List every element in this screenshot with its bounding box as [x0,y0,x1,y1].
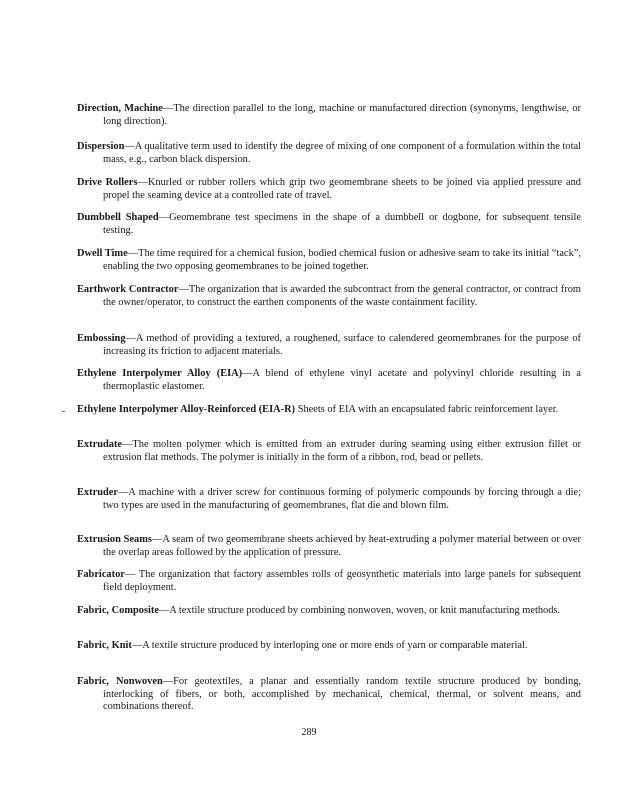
entry-term: Dumbbell Shaped [77,212,159,223]
entry-definition: —A method of providing a textured, a roughened, surface to calendered geomembranes for the purpose of increasing its friction to adjacent materials. [103,333,581,357]
entry-term: Ethylene Interpolymer Alloy-Reinforced (EIA-R) [77,404,296,415]
entry-term: Extrudate [77,439,123,450]
glossary-entry [77,676,581,714]
entry-term: Fabric, Nonwoven [77,676,163,687]
glossary-entry [77,103,581,128]
entry-definition: —A machine with a driver screw for continuous forming of polymeric compounds by forcing through a die; two types are used in the manufacturing of geomembranes, flat die and blown film. [103,487,581,511]
glossary-entry [77,439,581,464]
entry-term: Ethylene Interpolymer Alloy (EIA) [77,368,243,379]
glossary-entry [77,605,581,618]
glossary-entry [77,248,581,273]
entry-term: Extrusion Seams [77,534,152,545]
entry-definition: —For geotextiles, a planar and essentially random textile structure produced by bonding, interlocking of fibers, or both, accomplished by mechanical, chemical, thermal, or solvent means, and combinations thereof. [103,676,582,713]
entry-term: Extruder [77,487,118,498]
glossary-entry [77,141,581,166]
entry-definition: —A qualitative term used to identify the degree of mixing of one component of a formulation within the total mass, e.g., carbon black dispersion. [103,141,581,165]
entry-term: Direction, Machine [77,103,163,114]
glossary-entry [77,487,581,512]
glossary-entry [77,404,581,417]
entry-term: Embossing [77,333,126,344]
entry-definition: —A blend of ethylene vinyl acetate and polyvinyl chloride resulting in a thermoplastic elastomer. [103,368,581,392]
entry-definition: —A seam of two geomembrane sheets achieved by heat-extruding a polymer material between or over the overlap areas followed by the application of pressure. [103,534,582,558]
glossary-entry [77,569,581,594]
glossary-entry [77,177,581,202]
entry-definition: —The molten polymer which is emitted from an extruder during seaming using either extrusion fillet or extrusion flat methods. The polymer is initially in the form of a ribbon, rod, bead or pellets. [103,439,581,463]
entry-definition: —A textile structure produced by interloping one or more ends of yarn or comparable material. [131,640,528,651]
glossary-entry [77,212,581,237]
entry-term: Drive Rollers [77,177,138,188]
entry-term: Dwell Time [77,248,128,259]
entry-definition: Sheets of EIA with an encapsulated fabric reinforcement layer. [295,404,559,415]
entry-definition: —The time required for a chemical fusion, bodied chemical fusion or adhesive seam to take its initial “tack”, enabling the two opposing geomembranes to be joined together. [103,248,581,272]
margin-mark: - [62,406,66,417]
entry-definition: —A textile structure produced by combining nonwoven, woven, or knit manufacturing methods. [158,605,561,616]
glossary-entry [77,640,581,653]
entry-definition: —Knurled or rubber rollers which grip two geomembrane sheets to be joined via applied pressure and propel the seaming device at a controlled rate of travel. [103,177,582,201]
glossary-entry [77,534,581,559]
entry-term: Fabric, Knit [77,640,132,651]
entry-definition: —The organization that is awarded the subcontract from the general contractor, or contract from the owner/operator, to construct the earthen components of the waste containment facility. [103,284,581,308]
entry-definition: — The organization that factory assembles rolls of geosynthetic materials into large panels for subsequent field deployment. [103,569,581,593]
glossary-entry [77,368,581,393]
page-number: 289 [301,727,317,738]
entry-term: Dispersion [77,141,125,152]
glossary-entry [77,284,581,309]
glossary-entry [77,333,581,358]
entry-definition: —The direction parallel to the long, machine or manufactured direction (synonyms, lengthwise, or long direction). [103,103,581,127]
entry-term: Fabric, Composite [77,605,159,616]
entry-term: Earthwork Contractor [77,284,179,295]
entry-definition: —Geomembrane test specimens in the shape of a dumbbell or dogbone, for subsequent tensile testing. [103,212,581,236]
entry-term: Fabricator [77,569,125,580]
